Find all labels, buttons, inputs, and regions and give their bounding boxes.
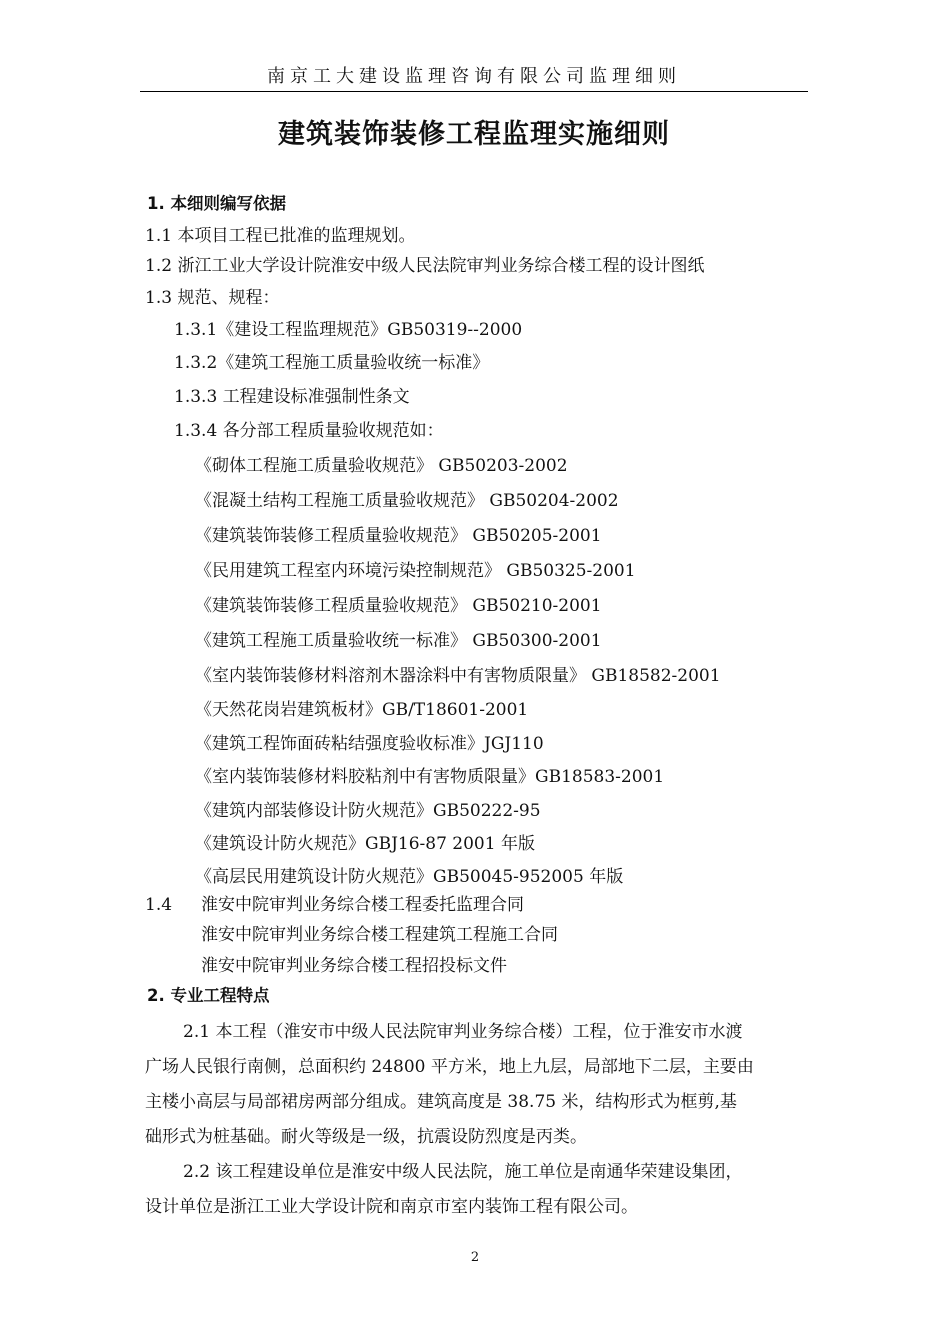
code-item: 《建筑工程施工质量验收统一标准》 GB50300-2001 <box>195 631 602 651</box>
code-item: 《建筑设计防火规范》GBJ16-87 2001 年版 <box>195 834 535 854</box>
paragraph-2-2-line: 2.2 该工程建设单位是淮安中级人民法院，施工单位是南通华荣建设集团， <box>183 1162 743 1182</box>
code-item: 《建筑装饰装修工程质量验收规范》 GB50205-2001 <box>195 526 602 546</box>
code-item: 《混凝土结构工程施工质量验收规范》 GB50204-2002 <box>195 491 619 511</box>
paragraph-2-1-line: 础形式为桩基础。耐火等级是一级，抗震设防烈度是丙类。 <box>145 1127 587 1147</box>
paragraph-2-1-line: 2.1 本工程（淮安市中级人民法院审判业务综合楼）工程，位于淮安市水渡 <box>183 1022 743 1042</box>
section2-heading: 2. 专业工程特点 <box>147 986 270 1005</box>
code-item: 《建筑装饰装修工程质量验收规范》 GB50210-2001 <box>195 596 602 616</box>
item-1-3: 1.3 规范、规程： <box>145 288 280 308</box>
item-1-3-1: 1.3.1《建设工程监理规范》GB50319--2000 <box>174 320 523 340</box>
item-1-2: 1.2 浙江工业大学设计院淮安中级人民法院审判业务综合楼工程的设计图纸 <box>145 256 705 276</box>
document-title: 建筑装饰装修工程监理实施细则 <box>278 119 670 150</box>
page-header: 南京工大建设监理咨询有限公司监理细则 <box>267 66 681 87</box>
contract-item: 淮安中院审判业务综合楼工程委托监理合同 <box>201 895 524 915</box>
code-item: 《室内装饰装修材料胶粘剂中有害物质限量》GB18583-2001 <box>195 767 665 787</box>
item-1-3-3: 1.3.3 工程建设标准强制性条文 <box>174 387 410 407</box>
code-item: 《高层民用建筑设计防火规范》GB50045-952005 年版 <box>195 867 624 887</box>
paragraph-2-1-line: 主楼小高层与局部裙房两部分组成。建筑高度是 38.75 米，结构形式为框剪,基 <box>145 1092 737 1112</box>
contract-item: 淮安中院审判业务综合楼工程建筑工程施工合同 <box>201 925 558 945</box>
item-1-3-2: 1.3.2《建筑工程施工质量验收统一标准》 <box>174 353 490 373</box>
page-number: 2 <box>470 1250 480 1265</box>
header-rule <box>140 91 808 92</box>
item-1-4-number: 1.4 <box>145 895 173 915</box>
paragraph-2-1-line: 广场人民银行南侧，总面积约 24800 平方米，地上九层，局部地下二层，主要由 <box>145 1057 754 1077</box>
code-item: 《天然花岗岩建筑板材》GB/T18601-2001 <box>195 700 529 720</box>
item-1-1: 1.1 本项目工程已批准的监理规划。 <box>145 226 416 246</box>
section1-heading: 1. 本细则编写依据 <box>147 194 286 213</box>
paragraph-2-2-line: 设计单位是浙江工业大学设计院和南京市室内装饰工程有限公司。 <box>145 1197 638 1217</box>
contract-item: 淮安中院审判业务综合楼工程招投标文件 <box>201 956 507 976</box>
item-1-3-4: 1.3.4 各分部工程质量验收规范如： <box>174 421 444 441</box>
code-item: 《建筑工程饰面砖粘结强度验收标准》JGJ110 <box>195 734 544 754</box>
code-item: 《室内装饰装修材料溶剂木器涂料中有害物质限量》 GB18582-2001 <box>195 666 721 686</box>
code-item: 《民用建筑工程室内环境污染控制规范》 GB50325-2001 <box>195 561 636 581</box>
code-item: 《建筑内部装修设计防火规范》GB50222-95 <box>195 801 541 821</box>
code-item: 《砌体工程施工质量验收规范》 GB50203-2002 <box>195 456 568 476</box>
